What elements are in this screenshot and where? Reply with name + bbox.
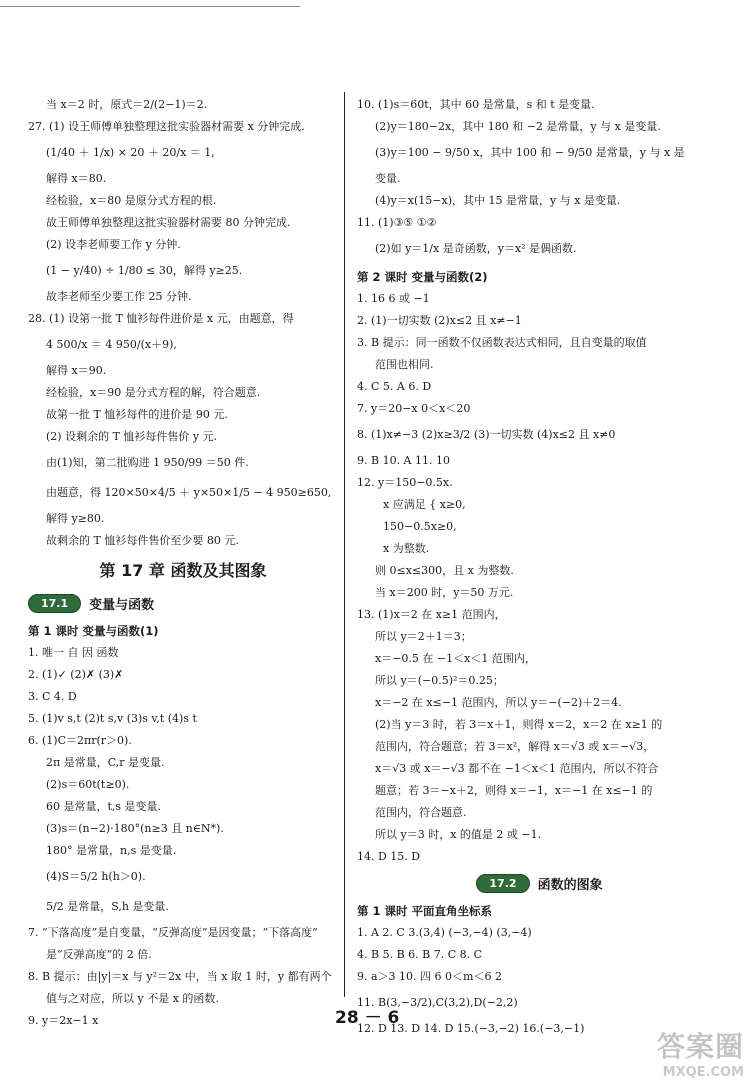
answer-line: 经检验，x＝90 是分式方程的解，符合题意.: [46, 386, 261, 399]
answer-line: 7. “下落高度”是自变量，“反弹高度”是因变量；“下落高度”: [28, 926, 318, 939]
answer-line: (2)y＝180−2x，其中 180 和 −2 是常量，y 与 x 是变量.: [375, 120, 661, 133]
left-column: [28, 94, 338, 1032]
right-answers-3: [357, 922, 722, 1040]
answer-line: 6. (1)C＝2πr(r＞0).: [28, 734, 132, 747]
answer-line: 10. (1)s＝60t，其中 60 是常量，s 和 t 是变量.: [357, 98, 595, 111]
answer-line: 2. (1)一切实数 (2)x≤2 且 x≠−1: [357, 314, 522, 327]
answer-line: (3)y＝100 − 9/50 x，其中 100 和 − 9/50 是常量，y 与 x 是: [375, 146, 685, 159]
answer-line: 14. D 15. D: [357, 850, 421, 863]
answer-line: 4 500/x ＝ 4 950/(x＋9),: [46, 338, 177, 351]
answer-line: 当 x＝2 时，原式＝2/(2−1)＝2.: [46, 98, 208, 111]
answer-line: 由题意，得 120×50×4/5 ＋ y×50×1/5 − 4 950≥650,: [46, 486, 332, 499]
answer-line: 1. 唯一 自 因 函数: [28, 646, 119, 659]
answer-line: 故王师傅单独整理这批实验器材需要 80 分钟完成.: [46, 216, 291, 229]
answer-line: (2) 设李老师要工作 y 分钟.: [46, 238, 181, 251]
left-answers: [28, 94, 338, 552]
watermark-url: MXQE.COM: [662, 1065, 744, 1080]
answer-line: 5/2 是常量，S,h 是变量.: [46, 900, 169, 913]
answer-line: 则 0≤x≤300，且 x 为整数.: [375, 564, 514, 577]
answer-line: 150−0.5x≥0,: [383, 520, 457, 533]
answer-line: 故剩余的 T 恤衫每件售价至少要 80 元.: [46, 534, 239, 547]
answer-line: 所以 y＝(−0.5)²＝0.25；: [375, 674, 504, 687]
right-answers-2: [357, 288, 722, 868]
answer-line: (4)S＝5/2 h(h＞0).: [46, 870, 146, 883]
answer-line: x＝−2 在 x≤−1 范围内，所以 y＝−(−2)＋2＝4.: [375, 696, 622, 709]
answer-line: 9. B 10. A 11. 10: [357, 454, 450, 467]
right-column: [357, 94, 722, 1040]
answer-line: (1 − y/40) ÷ 1/80 ≤ 30，解得 y≥25.: [46, 264, 243, 277]
chapter-title: 第 17 章 函数及其图象: [99, 561, 267, 580]
answer-line: 12. y＝150−0.5x.: [357, 476, 453, 489]
answer-line: 13. (1)x＝2 在 x≥1 范围内，: [357, 608, 506, 621]
answer-line: (4)y＝x(15−x)，其中 15 是常量，y 与 x 是变量.: [375, 194, 621, 207]
right-answers: [357, 94, 722, 264]
answer-line: (2)当 y＝3 时，若 3＝x＋1，则得 x＝2，x＝2 在 x≥1 的: [375, 718, 663, 731]
answer-line: 范围内，符合题意；若 3＝x²，解得 x＝√3 或 x＝−√3，: [375, 740, 655, 753]
answer-line: (1/40 ＋ 1/x) × 20 ＋ 20/x ＝ 1,: [46, 146, 215, 159]
answer-line: 3. B 提示：同一函数不仅函数表达式相同，且自变量的取值: [357, 336, 647, 349]
answer-line: 7. y＝20−x 0＜x＜20: [357, 402, 471, 415]
answer-line: 4. C 5. A 6. D: [357, 380, 432, 393]
section-title: 函数的图象: [537, 877, 603, 893]
answer-line: 11. (1)③⑤ ①②: [357, 216, 437, 229]
answer-line: 2. (1)✓ (2)✗ (3)✗: [28, 668, 124, 681]
section-badge: 17.1: [28, 594, 81, 613]
answer-line: x 应满足 { x≥0,: [383, 498, 466, 511]
answer-line: x＝√3 或 x＝−√3 都不在 −1＜x＜1 范围内，所以不符合: [375, 762, 659, 775]
section-171-heading: [28, 588, 338, 618]
answer-line: 27. (1) 设王师傅单独整理这批实验器材需要 x 分钟完成.: [28, 120, 305, 133]
section-badge: 17.2: [476, 874, 529, 893]
answer-line: (2)s＝60t(t≥0).: [46, 778, 130, 791]
left-answers-2: [28, 642, 338, 1032]
answer-line: 4. B 5. B 6. B 7. C 8. C: [357, 948, 483, 961]
answer-line: 题意；若 3＝−x＋2，则得 x＝−1，x＝−1 在 x≤−1 的: [375, 784, 653, 797]
answer-line: 范围也相同.: [375, 358, 434, 371]
answer-line: x 为整数.: [383, 542, 430, 555]
answer-line: 1. 16 6 或 −1: [357, 292, 430, 305]
top-rule: [0, 6, 300, 7]
answer-line: 当 x＝200 时，y＝50 万元.: [375, 586, 514, 599]
answer-line: 9. a＞3 10. 四 6 0＜m＜6 2: [357, 970, 502, 983]
answer-line: 2π 是常量，C,r 是变量.: [46, 756, 165, 769]
answer-line: (3)s＝(n−2)·180°(n≥3 且 n∈N*).: [46, 822, 224, 835]
answer-line: 9. y＝2x−1 x: [28, 1014, 99, 1027]
answer-line: 解得 y≥80.: [46, 512, 105, 525]
lesson-title: 第 1 课时 平面直角坐标系: [357, 904, 493, 918]
answer-line: 8. (1)x≠−3 (2)x≥3/2 (3)一切实数 (4)x≤2 且 x≠0: [357, 428, 616, 441]
answer-line: 1. A 2. C 3.(3,4) (−3,−4) (3,−4): [357, 926, 532, 939]
answer-line: 12. D 13. D 14. D 15.(−3,−2) 16.(−3,−1): [357, 1022, 585, 1035]
answer-line: x＝−0.5 在 −1＜x＜1 范围内，: [375, 652, 536, 665]
answer-line: 3. C 4. D: [28, 690, 77, 703]
lesson-title: 第 1 课时 变量与函数(1): [28, 624, 159, 638]
section-172-heading: [357, 868, 722, 898]
answer-line: 所以 y＝2＋1＝3；: [375, 630, 472, 643]
answer-line: 28. (1) 设第一批 T 恤衫每件进价是 x 元，由题意，得: [28, 312, 294, 325]
answer-line: 60 是常量，t,s 是变量.: [46, 800, 162, 813]
watermark-mark: 答案圈: [656, 1030, 744, 1063]
answer-line: 8. B 提示：由|y|＝x 与 y²＝2x 中，当 x 取 1 时，y 都有两个: [28, 970, 332, 983]
page-number: 28 － 6: [335, 1008, 400, 1028]
answer-line: 5. (1)v s,t (2)t s,v (3)s v,t (4)s t: [28, 712, 197, 725]
answer-line: 故第一批 T 恤衫每件的进价是 90 元.: [46, 408, 228, 421]
answer-line: 所以 y＝3 时，x 的值是 2 或 −1.: [375, 828, 542, 841]
watermark: [657, 1025, 744, 1080]
answer-line: (2)如 y＝1/x 是奇函数，y＝x² 是偶函数.: [375, 242, 577, 255]
answer-line: 是“反弹高度”的 2 倍.: [46, 948, 152, 961]
lesson-title: 第 2 课时 变量与函数(2): [357, 270, 488, 284]
answer-line: 经检验，x＝80 是原分式方程的根.: [46, 194, 217, 207]
answer-line: 变量.: [375, 172, 401, 185]
section-title: 变量与函数: [89, 597, 155, 613]
answer-line: (2) 设剩余的 T 恤衫每件售价 y 元.: [46, 430, 218, 443]
column-divider: [344, 92, 345, 997]
answer-line: 11. B(3,−3/2),C(3,2),D(−2,2): [357, 996, 518, 1009]
answer-line: 180° 是常量，n,s 是变量.: [46, 844, 177, 857]
answer-line: 故李老师至少要工作 25 分钟.: [46, 290, 192, 303]
answer-line: 解得 x＝90.: [46, 364, 107, 377]
answer-line: 值与之对应，所以 y 不是 x 的函数.: [46, 992, 219, 1005]
answer-line: 解得 x＝80.: [46, 172, 107, 185]
answer-line: 由(1)知，第二批购进 1 950/99 ＝50 件.: [46, 456, 249, 469]
answer-line: 范围内，符合题意.: [375, 806, 467, 819]
